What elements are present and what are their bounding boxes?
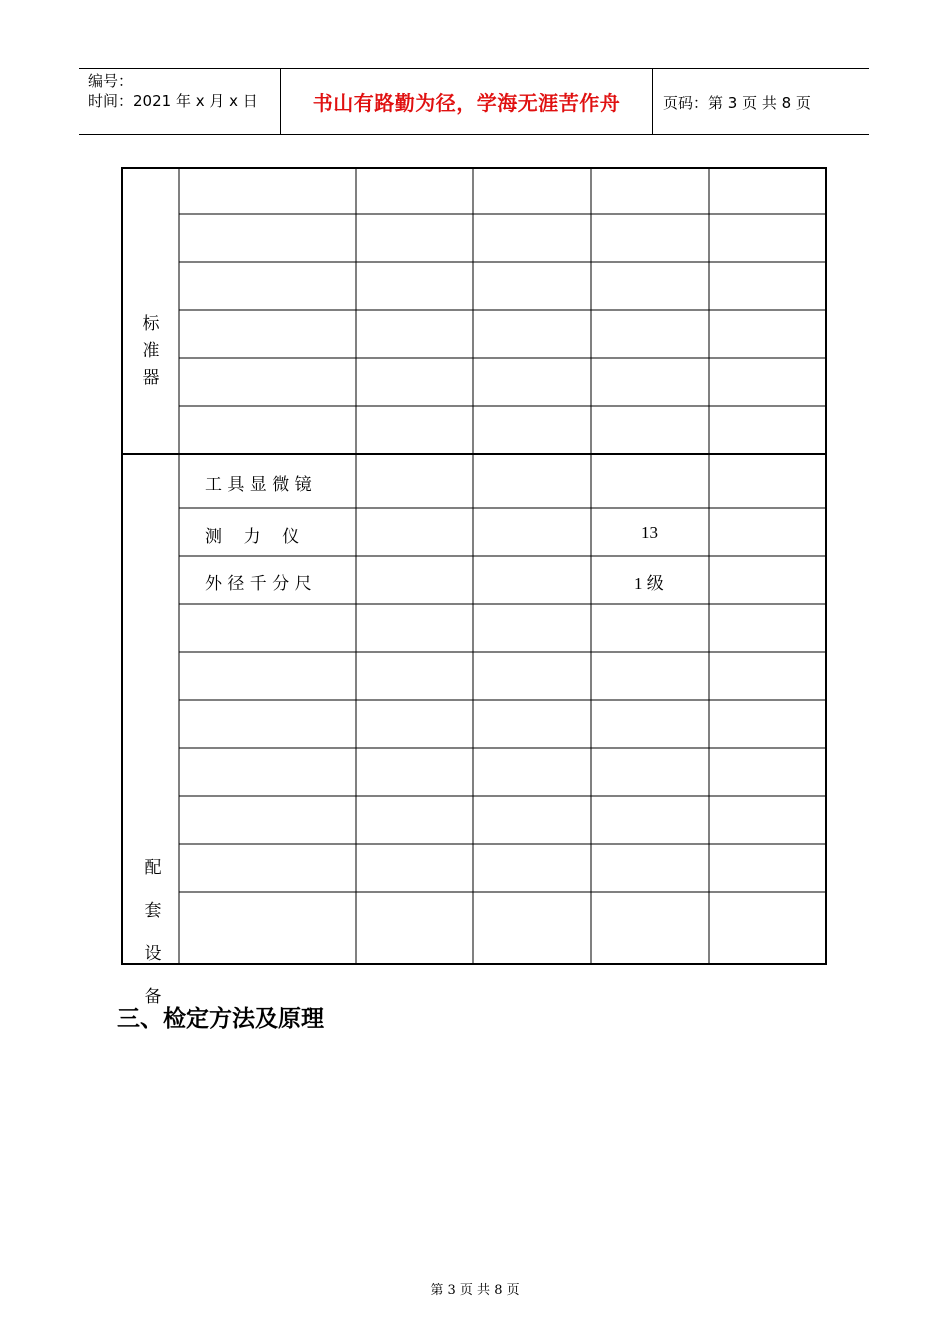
page-header (79, 68, 869, 135)
item-force-gauge: 测 力 仪 (205, 527, 300, 547)
header-motto: 书山有路勤为径，学海无涯苦作舟 (312, 91, 621, 115)
table-grid-lines (121, 167, 827, 965)
item-tool-microscope: 工 具 显 微 镜 (205, 475, 312, 495)
header-divider (652, 69, 653, 134)
item-micrometer: 外 径 千 分 尺 (205, 574, 312, 594)
group-label-standard: 标 准 器 (142, 314, 160, 388)
micrometer-grade: 1 级 (634, 574, 664, 593)
document-number-label: 编号： (88, 72, 134, 90)
document-date-label: 时间：2021 年 x 月 x 日 (88, 92, 258, 110)
header-meta (88, 71, 258, 111)
page-footer: 第 3 页 共 8 页 (430, 1283, 520, 1298)
header-page-number: 页码：第 3 页 共 8 页 (663, 94, 811, 112)
equipment-table (121, 167, 827, 1007)
group-label-auxiliary: 配 套 设 备 (144, 858, 162, 1007)
section-title: 三、检定方法及原理 (117, 1006, 324, 1032)
force-gauge-value: 13 (641, 523, 658, 542)
